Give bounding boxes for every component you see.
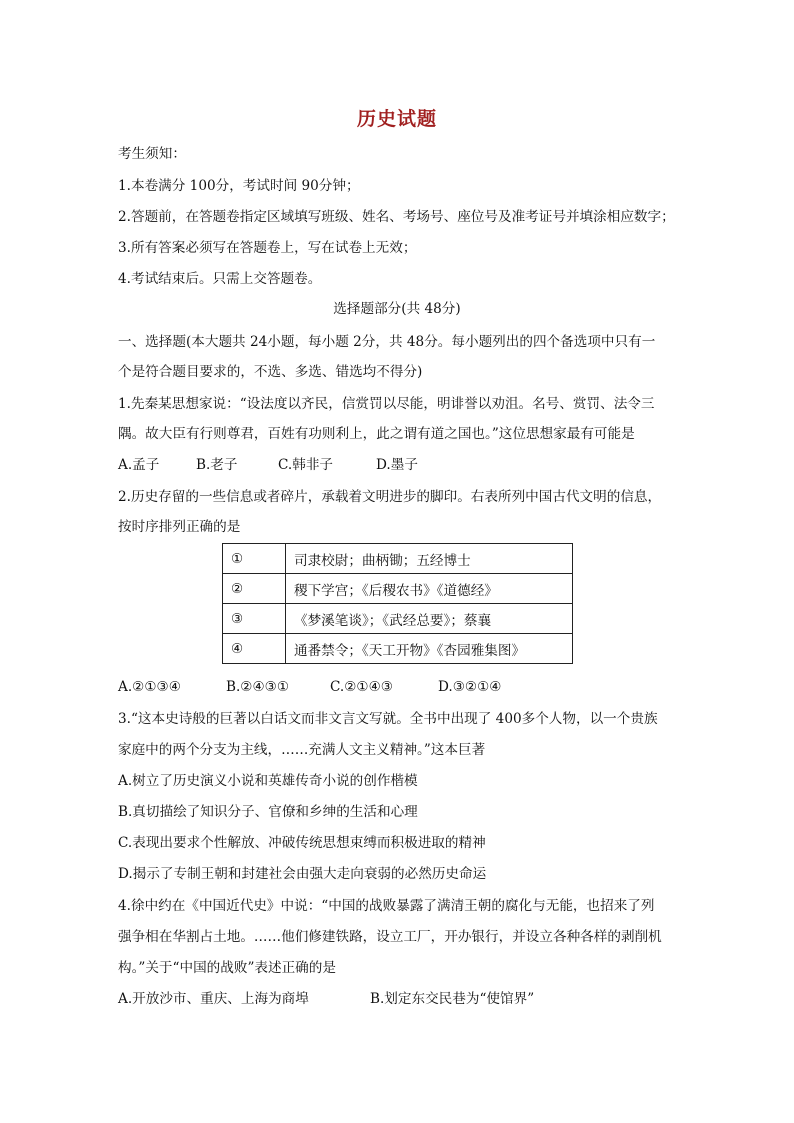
q1-option-b: B.老子 (196, 457, 238, 473)
table-row (223, 604, 573, 634)
table-row (223, 574, 573, 604)
q2-options (118, 677, 501, 697)
notice-heading: 考生须知： (118, 146, 186, 162)
q3-option-b: B.真切描绘了知识分子、官僚和乡绅的生活和心理 (118, 804, 418, 820)
q2-option-a: A.②①③④ (118, 679, 181, 695)
q4-option-b: B.划定东交民巷为“使馆界” (370, 991, 535, 1007)
table-cell-number: ③ (223, 604, 286, 634)
q1-options (118, 455, 418, 475)
notice-item-1: 1.本卷满分 100分，考试时间 90分钟； (118, 178, 360, 194)
table-cell-text: 稷下学宫；《后稷农书》《道德经》 (286, 574, 573, 604)
section-intro-line-2: 个是符合题目要求的，不选、多选、错选均不得分) (118, 364, 423, 380)
q1-option-c: C.韩非子 (278, 457, 334, 473)
section-title: 选择题部分(共 48分) (333, 301, 461, 317)
table-cell-text: 《梦溪笔谈》；《武经总要》；蔡襄 (286, 604, 573, 634)
table-cell-number: ① (223, 544, 286, 574)
q3-option-a: A.树立了历史演义小说和英雄传奇小说的创作楷模 (118, 773, 418, 789)
q3-option-c: C.表现出要求个性解放、冲破传统思想束缚而积极进取的精神 (118, 835, 486, 851)
q3-stem-line-1: 3.“这本史诗般的巨著以白话文而非文言文写就。全书中出现了 400多个人物，以一个贵族 (118, 711, 658, 727)
q4-option-a: A.开放沙市、重庆、上海为商埠 (118, 991, 309, 1007)
q4-stem-line-3: 构。”关于“中国的战败”表述正确的是 (118, 960, 336, 976)
q2-option-b: B.②④③① (226, 679, 290, 695)
q3-stem-line-2: 家庭中的两个分支为主线，……充满人文主义精神。”这本巨著 (118, 742, 486, 758)
table-cell-number: ② (223, 574, 286, 604)
table-cell-number: ④ (223, 634, 286, 664)
q4-stem-line-1: 4.徐中约在《中国近代史》中说：“中国的战败暴露了满清王朝的腐化与无能，也招来了列 (118, 898, 655, 914)
q4-options (118, 989, 534, 1009)
notice-item-4: 4.考试结束后。只需上交答题卷。 (118, 271, 322, 287)
table-row (223, 544, 573, 574)
section-intro-line-1: 一、选择题(本大题共 24小题，每小题 2分，共 48分。每小题列出的四个备选项中只有一 (118, 334, 656, 350)
q2-stem-line-1: 2.历史存留的一些信息或者碎片，承载着文明进步的脚印。右表所列中国古代文明的信息， (118, 489, 662, 505)
q1-stem-line-2: 隅。故大臣有行则尊君，百姓有功则利上，此之谓有道之国也。”这位思想家最有可能是 (118, 426, 635, 442)
notice-item-2: 2.答题前，在答题卷指定区域填写班级、姓名、考场号、座位号及准考证号并填涂相应数字； (118, 209, 675, 225)
table-cell-text: 司隶校尉；曲柄锄；五经博士 (286, 544, 573, 574)
q1-stem-line-1: 1.先秦某思想家说：“设法度以齐民，信赏罚以尽能，明诽誉以劝沮。名号、赏罚、法令三 (118, 396, 655, 412)
q1-option-d: D.墨子 (376, 457, 418, 473)
q4-stem-line-2: 强争相在华割占土地。……他们修建铁路，设立工厂，开办银行，并设立各种各样的剥削机 (118, 929, 662, 945)
table-row (223, 634, 573, 664)
table-cell-text: 通番禁令；《天工开物》《杏园雅集图》 (286, 634, 573, 664)
q2-option-c: C.②①④③ (330, 679, 393, 695)
page-title: 历史试题 (356, 108, 437, 130)
q2-stem-line-2: 按时序排列正确的是 (118, 519, 241, 535)
q3-option-d: D.揭示了专制王朝和封建社会由强大走向衰弱的必然历史命运 (118, 866, 487, 882)
notice-item-3: 3.所有答案必须写在答题卷上，写在试卷上无效； (118, 240, 417, 256)
q1-option-a: A.孟子 (118, 457, 160, 473)
q2-option-d: D.③②①④ (438, 679, 502, 695)
q2-info-table (222, 543, 573, 664)
